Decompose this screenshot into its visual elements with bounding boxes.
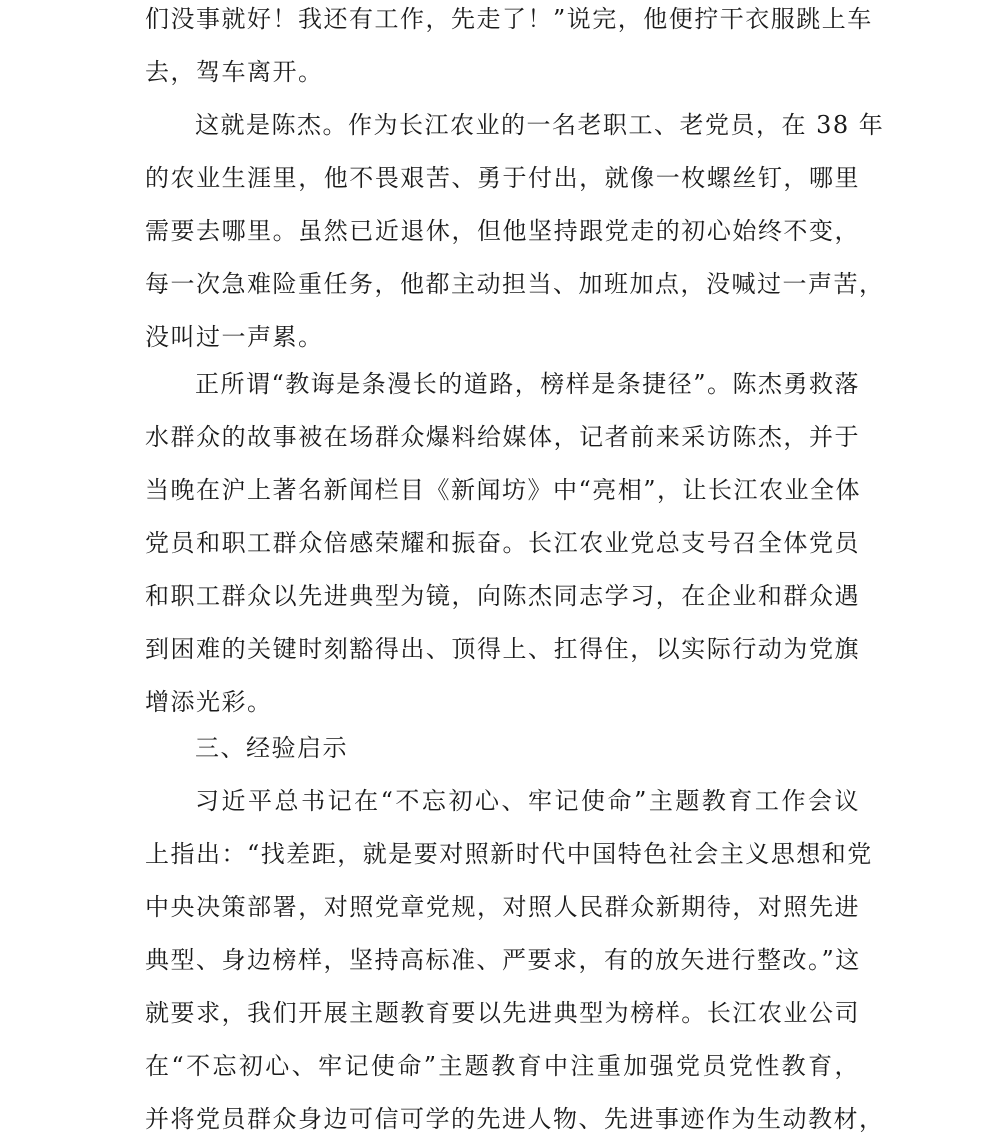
text-line: 在“不忘初心、牢记使命”主题教育中注重加强党员党性教育， <box>145 1052 860 1080</box>
text-line: 正所谓“教诲是条漫长的道路，榜样是条捷径”。陈杰勇救落 <box>195 370 861 398</box>
paragraph-4 <box>145 775 885 1146</box>
section-heading: 三、经验启示 <box>195 734 348 762</box>
text-line: 的农业生涯里，他不畏艰苦、勇于付出，就像一枚螺丝钉，哪里 <box>145 164 860 192</box>
text-line: 水群众的故事被在场群众爆料给媒体，记者前来采访陈杰，并于 <box>145 423 860 451</box>
text-line: 到困难的关键时刻豁得出、顶得上、扛得住，以实际行动为党旗 <box>145 635 860 663</box>
text-line: 每一次急难险重任务，他都主动担当、加班加点，没喊过一声苦， <box>145 270 885 298</box>
text-line: 增添光彩。 <box>145 688 273 716</box>
text-line: 需要去哪里。虽然已近退休，但他坚持跟党走的初心始终不变， <box>145 217 860 245</box>
text-line: 典型、身边榜样，坚持高标准、严要求，有的放矢进行整改。”这 <box>145 946 861 974</box>
paragraph-2 <box>145 99 885 364</box>
paragraph-1 <box>145 0 873 99</box>
text-line: 去，驾车离开。 <box>145 58 324 86</box>
text-line: 们没事就好！我还有工作，先走了！”说完，他便拧干衣服跳上车 <box>145 5 873 33</box>
text-line: 习近平总书记在“不忘初心、牢记使命”主题教育工作会议 <box>195 787 860 815</box>
text-line: 并将党员群众身边可信可学的先进人物、先进事迹作为生动教材， <box>145 1105 885 1133</box>
text-line: 这就是陈杰。作为长江农业的一名老职工、老党员，在 38 年 <box>195 111 885 139</box>
text-line: 上指出：“找差距，就是要对照新时代中国特色社会主义思想和党 <box>145 840 873 868</box>
text-line: 和职工群众以先进典型为镜，向陈杰同志学习，在企业和群众遇 <box>145 582 860 610</box>
text-line: 没叫过一声累。 <box>145 323 324 351</box>
text-line: 就要求，我们开展主题教育要以先进典型为榜样。长江农业公司 <box>145 999 860 1027</box>
text-line: 中央决策部署，对照党章党规，对照人民群众新期待，对照先进 <box>145 893 860 921</box>
text-line: 当晚在沪上著名新闻栏目《新闻坊》中“亮相”，让长江农业全体 <box>145 476 862 504</box>
text-line: 党员和职工群众倍感荣耀和振奋。长江农业党总支号召全体党员 <box>145 529 860 557</box>
paragraph-3 <box>145 358 860 729</box>
